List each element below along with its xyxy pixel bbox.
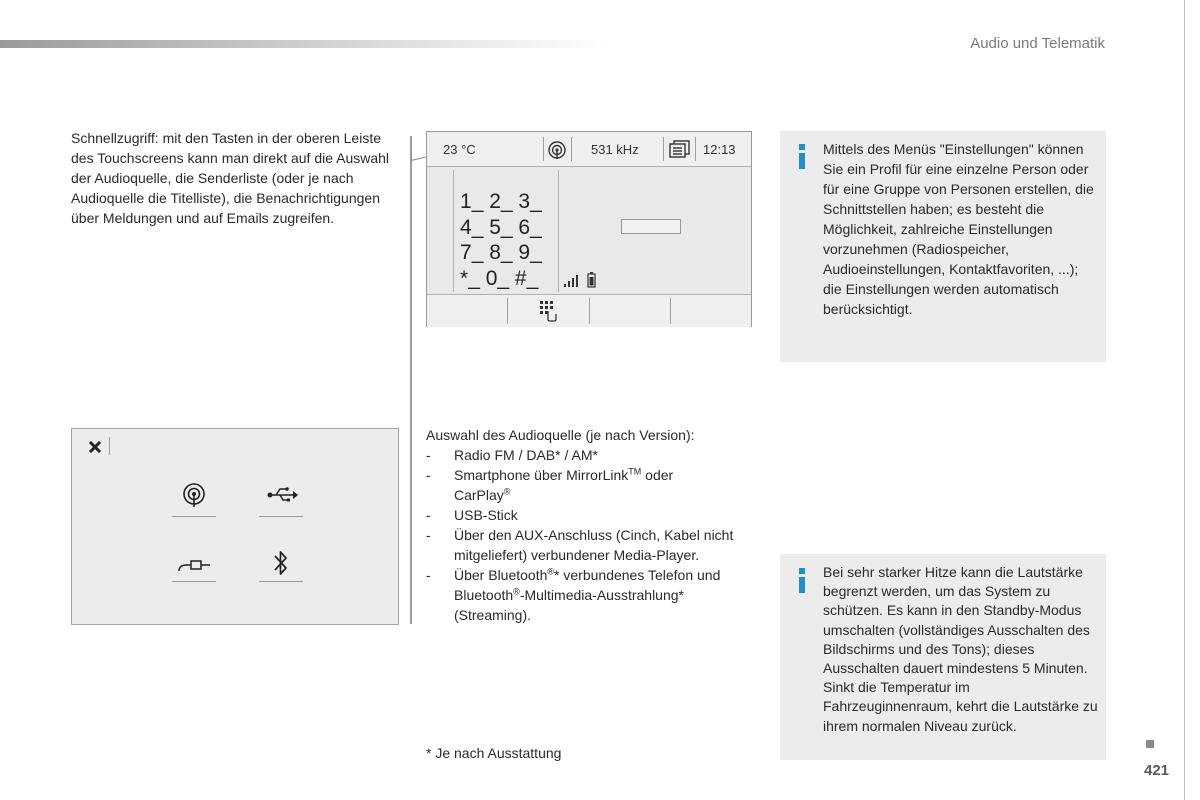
info-text: Bei sehr starker Hitze kann die Lautstärke begrenzt werden, um das System zu schützen. Es kann in den Standby-Modus umschalten (vollständiges Ausschalten des Bildschirms und des Tons); dieses Ausschalten dauert mindestens 5 Minuten. Sinkt die Temperatur im Fahrzeuginnenraum, kehrt die Lautstärke zu ihrem normalen Niveau zurück. <box>823 564 1098 734</box>
intro-paragraph: Schnellzugriff: mit den Tasten in der oberen Leiste des Touchscreens kann man direkt auf die Auswahl der Audioquelle, die Senderliste (oder je nach Audioquelle die Titelliste), die Benachrichtigungen über Meldungen und auf Emails zugreifen. <box>71 130 390 226</box>
key-2[interactable]: 2 <box>489 190 501 213</box>
status-separator <box>543 137 544 161</box>
keypad-row: 4_ 5_ 6_ <box>460 216 542 239</box>
close-icon[interactable] <box>86 438 104 461</box>
keypad-row: 7_ 8_ 9_ <box>460 241 542 264</box>
keypad-icon[interactable] <box>537 300 557 327</box>
keypad-row: 1_ 2_ 3_ <box>460 190 542 213</box>
page-number: 421 <box>1144 762 1170 779</box>
status-separator <box>695 137 696 161</box>
phone-keypad[interactable] <box>453 170 559 292</box>
list-item-text: -Multimedia-Ausstrahlung* (Streaming). <box>454 587 684 623</box>
source-underline <box>259 516 303 517</box>
list-item-text: USB-Stick <box>454 507 518 523</box>
signal-icon <box>563 274 579 293</box>
status-separator <box>663 137 664 161</box>
footnote: * Je nach Ausstattung <box>426 745 562 761</box>
list-item <box>426 565 746 625</box>
list-item <box>426 525 746 565</box>
list-item-text: CarPlay <box>454 487 504 503</box>
key-4[interactable]: 4 <box>460 216 472 239</box>
key-star[interactable]: * <box>460 267 469 290</box>
key-8[interactable]: 8 <box>489 241 501 264</box>
list-dash: - <box>426 527 431 543</box>
list-item-text: * verbundenes Telefon und Bluetooth <box>454 567 721 603</box>
bottom-separator <box>589 298 590 324</box>
key-0[interactable]: 0 <box>485 267 498 290</box>
list-dash: - <box>426 467 431 483</box>
source-list-intro: Auswahl des Audioquelle (je nach Version): <box>426 427 695 443</box>
phone-status-bar <box>427 132 751 167</box>
info-box-settings <box>780 131 1106 362</box>
keypad-row: *_ 0_ #_ <box>460 267 539 290</box>
phone-screen-illustration <box>426 131 752 327</box>
list-item <box>426 445 746 465</box>
dial-number-field[interactable] <box>621 219 681 234</box>
audio-source-panel <box>71 428 399 625</box>
registered-mark: ® <box>513 586 520 597</box>
usb-icon[interactable] <box>267 487 299 508</box>
section-title: Audio und Telematik <box>970 35 1105 52</box>
list-item <box>426 465 746 505</box>
phone-bottom-bar <box>427 294 751 327</box>
status-separator <box>571 137 572 161</box>
list-item-text: oder <box>641 467 674 483</box>
page-edge-line <box>1184 0 1185 800</box>
list-item-text: Radio FM / DAB* / AM* <box>454 447 598 463</box>
radio-icon[interactable] <box>182 482 206 513</box>
registered-mark: ® <box>547 566 555 577</box>
battery-icon <box>587 272 596 293</box>
key-3[interactable]: 3 <box>518 190 531 213</box>
list-item-text: Smartphone über MirrorLink <box>454 467 629 483</box>
info-box-heat <box>780 554 1106 760</box>
key-6[interactable]: 6 <box>518 216 531 239</box>
list-item-text: Über den AUX-Anschluss (Cinch, Kabel nicht mitgeliefert) verbundener Media-Player. <box>454 527 734 563</box>
source-underline <box>172 516 216 517</box>
key-hash[interactable]: # <box>514 267 527 290</box>
bottom-separator <box>507 298 508 324</box>
key-7[interactable]: 7 <box>460 241 472 264</box>
temperature-readout: 23 °C <box>443 142 476 157</box>
bluetooth-icon[interactable] <box>273 549 289 582</box>
key-5[interactable]: 5 <box>489 216 501 239</box>
close-separator <box>109 437 110 455</box>
trademark-mark: TM <box>628 466 642 477</box>
page-marker <box>1146 740 1154 748</box>
registered-mark: ® <box>503 486 511 497</box>
frequency-readout: 531 kHz <box>591 142 639 157</box>
audio-source-list <box>426 425 746 625</box>
key-1[interactable]: 1 <box>460 190 472 213</box>
list-dash: - <box>426 567 431 583</box>
list-item-text: Über Bluetooth <box>454 567 548 583</box>
list-dash: - <box>426 447 431 463</box>
clock-readout: 12:13 <box>703 142 736 157</box>
list-item <box>426 505 746 525</box>
radio-icon[interactable] <box>547 140 567 165</box>
column-divider <box>410 136 412 624</box>
bottom-separator <box>670 298 671 324</box>
header-gradient-bar <box>0 40 610 48</box>
key-9[interactable]: 9 <box>518 241 531 264</box>
list-dash: - <box>426 507 431 523</box>
source-underline <box>172 581 216 582</box>
message-icon[interactable] <box>669 140 691 163</box>
source-underline <box>259 581 303 582</box>
info-text: Mittels des Menüs "Einstellungen" können Sie ein Profil für eine einzelne Person oder für eine Gruppe von Personen erstellen, die Schnittstellen haben; es besteht die Möglichkeit, zahlreiche Einstellungen vorzunehmen (Radiospeicher, Audioeinstellungen, Kontaktfavoriten, ...); die Einstellungen werden automatisch berücksichtigt. <box>823 141 1094 317</box>
aux-icon[interactable] <box>177 555 211 580</box>
